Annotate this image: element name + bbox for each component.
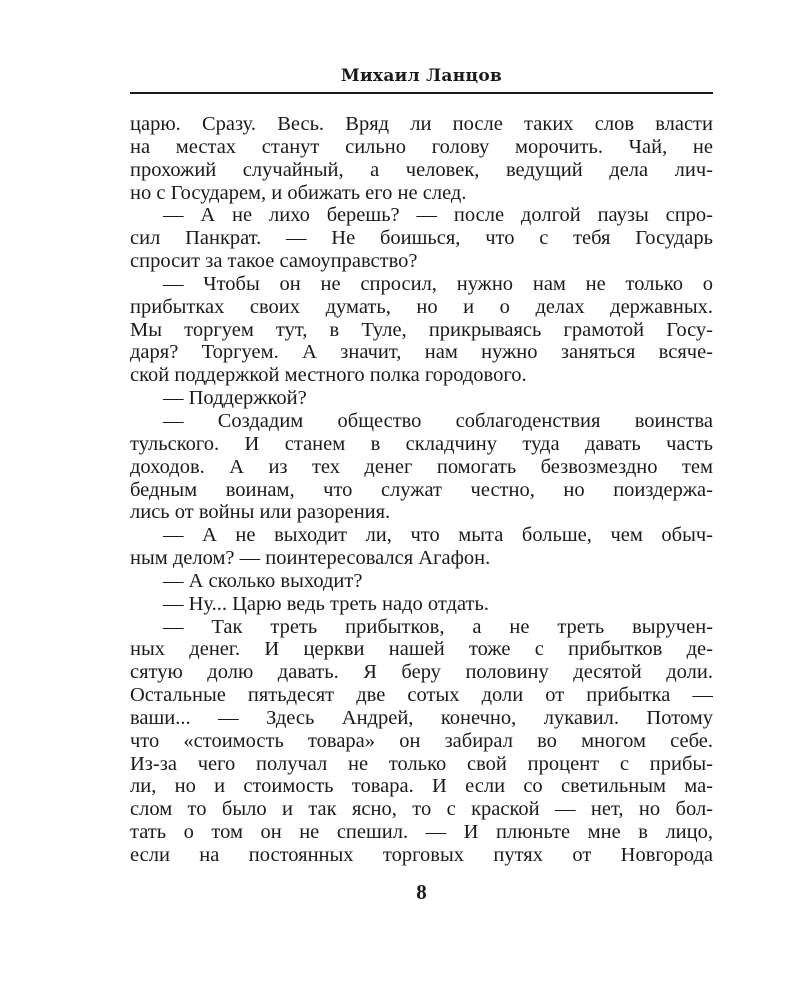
text-line: спросит за такое самоуправство? — [130, 250, 418, 273]
text-line: тать о том он не спешил. — И плюньте мне в лицо, — [130, 821, 713, 844]
text-line: ным делом? — поинтересовался Агафон. — [130, 547, 491, 570]
text-line: ли, но и стоимость товара. И если со светильным ма- — [130, 775, 713, 798]
text-line: — Чтобы он не спросил, нужно нам не только о — [163, 272, 713, 295]
text-line: — Поддержкой? — [163, 387, 307, 410]
text-line: на местах станут сильно голову морочить. Чай, не — [130, 135, 713, 158]
text-line: бедным воинам, что служат честно, но поиздержа- — [130, 478, 713, 501]
text-line: ных денег. И церкви нашей тоже с прибытков де- — [130, 638, 713, 661]
text-line: слом то было и так ясно, то с краской — нет, но бол- — [130, 798, 713, 821]
text-line: — Создадим общество соблагоденствия воинства — [163, 409, 713, 432]
text-line: ской поддержкой местного полка городового. — [130, 364, 527, 387]
text-line: сил Панкрат. — Не боишься, что с тебя Государь — [130, 227, 713, 250]
text-line: царю. Сразу. Весь. Вряд ли после таких слов власти — [130, 113, 713, 135]
text-line: — А не лихо берешь? — после долгой паузы спро- — [163, 204, 713, 227]
text-line: если на постоянных торговых путях от Новгорода — [130, 844, 713, 866]
text-line: Остальные пятьдесят две сотых доли от прибытка — — [130, 684, 713, 707]
header-rule — [130, 92, 713, 94]
text-line: даря? Торгуем. А значит, нам нужно заняться всяче- — [130, 341, 713, 364]
text-line: но с Государем, и обижать его не след. — [130, 181, 467, 204]
text-line: — А не выходит ли, что мыта больше, чем обыч- — [163, 524, 713, 547]
text-line: Из-за чего получал не только свой процент с прибы- — [130, 752, 713, 775]
text-line: Мы торгуем тут, в Туле, прикрываясь грамотой Госу- — [130, 318, 713, 341]
text-line: сятую долю давать. Я беру половину десятой доли. — [130, 661, 713, 684]
text-line: что «стоимость товара» он забирал во многом себе. — [130, 729, 713, 752]
text-line: — А сколько выходит? — [163, 569, 363, 592]
body-text — [130, 113, 713, 867]
page-number: 8 — [416, 880, 427, 904]
running-head-author: Михаил Ланцов — [340, 66, 503, 86]
text-line: лись от войны или разорения. — [130, 501, 391, 524]
text-line: доходов. А из тех денег помогать безвозмездно тем — [130, 455, 713, 478]
text-line: прибытках своих думать, но и о делах державных. — [130, 295, 713, 318]
text-line: ваши... — Здесь Андрей, конечно, лукавил. Потому — [130, 706, 713, 729]
text-line: — Ну... Царю ведь треть надо отдать. — [163, 592, 489, 615]
text-line: прохожий случайный, а человек, ведущий дела лич- — [130, 158, 713, 181]
text-line: тульского. И станем в складчину туда давать часть — [130, 432, 713, 455]
text-line: — Так треть прибытков, а не треть выручен- — [163, 615, 713, 638]
